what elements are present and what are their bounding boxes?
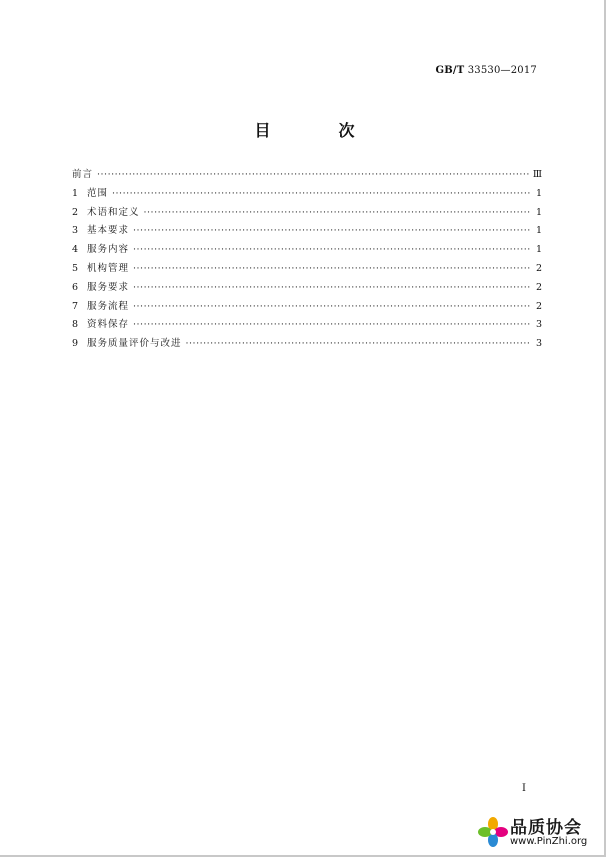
toc-leader-dots — [133, 316, 530, 335]
toc-entry-number: 2 — [72, 206, 79, 218]
watermark-name: 品质协会 — [510, 818, 582, 838]
toc-entry-number: 4 — [72, 244, 79, 256]
toc-leader-dots — [133, 260, 530, 279]
toc-entry-number: 6 — [72, 281, 79, 293]
toc-entry-2[interactable] — [72, 204, 542, 223]
table-of-contents — [72, 166, 542, 354]
toc-entry-label: 服务要求 — [87, 281, 130, 293]
toc-entry-label: 范围 — [87, 187, 109, 199]
standard-number — [435, 65, 537, 76]
toc-entry-foreword[interactable] — [72, 166, 542, 185]
toc-entry-label: 资料保存 — [87, 319, 130, 331]
toc-entry-number: 5 — [72, 262, 79, 274]
toc-entry-page: 2 — [535, 300, 542, 312]
toc-entry-label: 前言 — [72, 169, 94, 180]
toc-entry-label: 术语和定义 — [87, 206, 140, 218]
toc-entry-1[interactable] — [72, 185, 542, 204]
toc-entry-number: 3 — [72, 225, 79, 237]
toc-entry-page: 3 — [535, 338, 542, 350]
toc-entry-page: 1 — [535, 225, 542, 237]
toc-leader-dots — [133, 222, 530, 241]
toc-entry-number: 8 — [72, 319, 79, 331]
toc-entry-5[interactable] — [72, 260, 542, 279]
toc-entry-label: 服务内容 — [87, 244, 130, 256]
standard-prefix: GB/T — [435, 65, 465, 76]
watermark-logo[interactable] — [477, 812, 603, 856]
toc-leader-dots — [97, 166, 529, 185]
toc-entry-number: 7 — [72, 300, 79, 312]
toc-entry-label: 机构管理 — [87, 262, 130, 274]
toc-leader-dots — [133, 298, 530, 317]
toc-entry-page: 2 — [535, 281, 542, 293]
toc-leader-dots — [112, 185, 530, 204]
watermark-url[interactable]: www.PinZhi.org — [510, 836, 588, 847]
toc-entry-label: 服务流程 — [87, 300, 130, 312]
toc-leader-dots — [133, 241, 530, 260]
toc-entry-page: 3 — [535, 319, 542, 331]
toc-entry-number: 9 — [72, 338, 79, 350]
toc-entry-8[interactable] — [72, 316, 542, 335]
toc-entry-4[interactable] — [72, 241, 542, 260]
toc-entry-3[interactable] — [72, 222, 542, 241]
toc-entry-page: 1 — [535, 244, 542, 256]
toc-entry-number: 1 — [72, 187, 79, 199]
toc-entry-page: 1 — [535, 206, 542, 218]
toc-entry-label: 基本要求 — [87, 225, 130, 237]
toc-entry-9[interactable] — [72, 335, 542, 354]
toc-leader-dots — [133, 279, 530, 298]
toc-entry-page: Ⅲ — [532, 169, 542, 180]
page-number: I — [522, 783, 526, 794]
flower-logo-icon — [477, 816, 509, 848]
toc-entry-7[interactable] — [72, 298, 542, 317]
toc-entry-page: 2 — [535, 262, 542, 274]
toc-leader-dots — [186, 335, 530, 354]
toc-entry-label: 服务质量评价与改进 — [87, 338, 182, 350]
toc-entry-6[interactable] — [72, 279, 542, 298]
standard-code: 33530—2017 — [467, 65, 537, 76]
toc-title: 目 次 — [254, 121, 381, 140]
toc-leader-dots — [144, 204, 530, 223]
toc-entry-page: 1 — [535, 187, 542, 199]
